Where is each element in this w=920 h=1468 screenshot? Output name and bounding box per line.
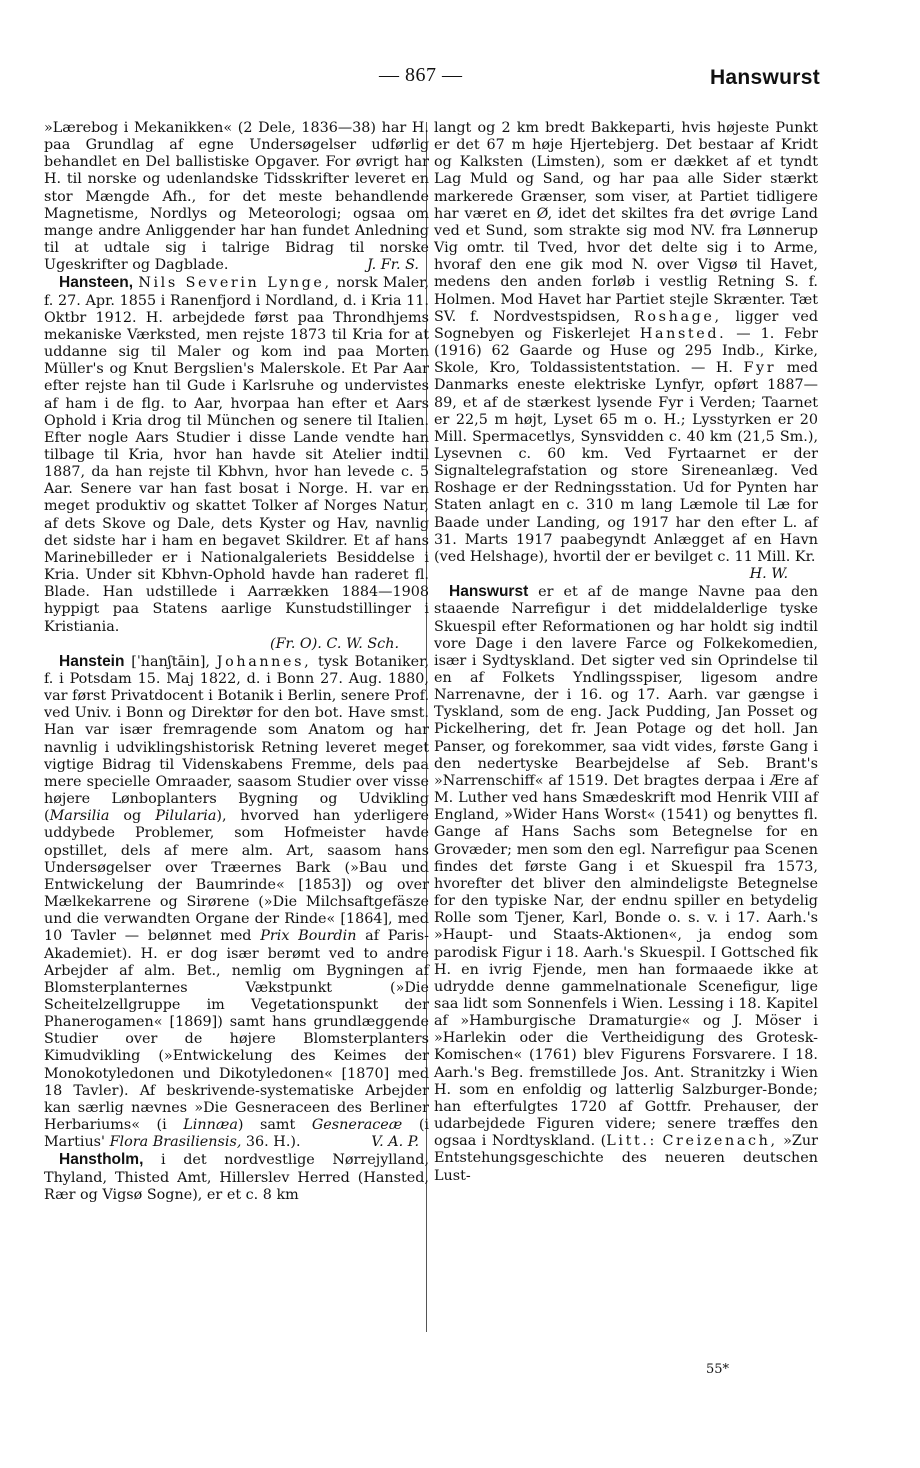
- author-signature: V. A. P.: [371, 1134, 419, 1151]
- person-name: Johannes,: [216, 653, 312, 670]
- author-signature: J. Fr. S.: [367, 257, 419, 274]
- entry-hanstholm-continued: langt og 2 km bredt Bakkeparti, hvis højeste Punkt er det 67 m høje Hjertebjerg. Det bestaar af Kridt og Kalksten (Limsten), som er dækket af et tyndt Lag Muld og Sand, og har paa alle Sider stærkt markerede Grænser, som viser, at Partiet tidligere har været en Ø, idet det skiltes fra det øvrige Land ved et Sund, som strakte sig mod NV. fra Lønnerup Vig omtr. til Tved, hvor det delte sig i to Arme, hvoraf den ene gik mod N. over Vigsø til Havet, medens den anden forløb i vestlig Retning S. f. Holmen. Mod Havet har Partiet stejle Skrænter. Tæt SV. f. Nordvestspidsen, Roshage, ligger ved Sognebyen og Fiskerlejet Hansted. — 1. Febr (1916) 62 Gaarde og Huse og 295 Indb., Kirke, Skole, Kro, Toldassistentstation. — H. Fyr med Danmarks eneste elektriske Lynfyr, opført 1887—89, et af de stærkest lysende Fyr i Verden; Taarnet er 22,5 m højt, Lyset 65 m o. H.; Lysstyrken er 20 Mill. Spermacetlys, Synsvidden c. 40 km (21,5 Sm.), Lysevnen c. 60 km. Ved Fyrtaarnet er der Signaltelegrafstation og store Sireneanlæg. Ved Roshage er der Redningsstation. Ud for Pynten har Staten anlagt en c. 310 m lang Læmole til Læ for Baade under Landing, og 1917 har den efter L. af 31. Marts 1917 paabegyndt Anlægget af en Havn (ved Helshage), hvortil der er bevilget c. 11 Mill. Kr. H. W.: [434, 120, 818, 583]
- entry-continuation: »Lærebog i Mekanikken« (2 Dele, 1836—38) har H. paa Grundlag af egne Undersøgelser udførlig behandlet en Del ballistiske Opgaver. For øvrigt har H. til norske og udenlandske Tidsskrifter leveret en stor Mængde Afh., for det meste behandlende Magnetisme, Nordlys og Meteorologi; ogsaa om mange andre Anliggender har han fundet Anledning til at udtale sig i talrige Bidrag til norske Ugeskrifter og Dagblade. J. Fr. S.: [44, 120, 429, 274]
- left-column: [44, 120, 429, 1204]
- right-column: [434, 120, 818, 1185]
- pronunciation: [ˈhanʃtāin],: [131, 653, 210, 670]
- signature-mark: 55*: [706, 1362, 730, 1377]
- entry-hansteen-nils: Hansteen, Nils Severin Lynge, norsk Maler, f. 27. Apr. 1855 i Ranenfjord i Nordland, d. i Kria 11. Oktbr 1912. H. arbejdede først paa Throndhjems mekaniske Værksted, men rejste 1873 til Kria for at uddanne sig til Maler og kom ind paa Morten Müller's og Knut Bergslien's Malerskole. Et Par Aar efter rejste han til Gude i Karlsruhe og undervistes af ham i de flg. to Aar, hvorpaa han efter et Aars Ophold i Kria drog til München og senere til Italien. Efter nogle Aars Studier i disse Lande vendte han tilbage til Kria, hvor han havde sit Atelier indtil 1887, da han rejste til Kbhvn, hvor han levede c. 5 Aar. Senere var han fast bosat i Norge. H. var en meget produktiv og skattet Tolker af Norges Natur, af dets Skove og Dale, dets Kyster og Hav, navnlig det sidste har i ham en begavet Skildrer. Et af hans Marinebilleder er i Nationalgaleriets Besiddelse i Kria. Under sit Kbhvn-Ophold havde han raderet fl. Blade. Han udstillede i Aarrækken 1884—1908 hyppigt paa Statens aarlige Kunstudstillinger i Kristiania. (Fr. O). C. W. Sch.: [44, 274, 430, 652]
- entry-hanstholm: Hanstholm, i det nordvestlige Nørrejylland, Thyland, Thisted Amt, Hillerslev Herred (Hansted, Rær og Vigsø Sogne), er et c. 8 km: [44, 1151, 430, 1203]
- running-head: Hanswurst: [709, 66, 820, 89]
- author-signature: (Fr. O). C. W. Sch.: [269, 635, 399, 652]
- page-number: — 867 —: [379, 64, 463, 86]
- entry-hanswurst: Hanswurst er et af de mange Navne paa den staaende Narrefigur i det middelalderlige tyske Skuespil efter Reformationen og har holdt sig indtil vore Dage i den lavere Farce og Folkekomedien, især i Sydtyskland. Det sigter ved sin Oprindelse til en af Folkets Yndlingsspiser, ligesom andre Narrenavne, der i 16. og 17. Aarh. var gængse i Tyskland, som de eng. Jack Pudding, Jan Posset og Pickelhering, det fr. Jean Potage og det holl. Jan Panser, og forekommer, saa vidt vides, første Gang i den nedertyske Bearbejdelse af Seb. Brant's »Narrenschiff« af 1519. Det bragtes derpaa i Ære af M. Luther ved hans Smædeskrift mod Henrik VIII af England, »Wider Hans Worst« (1541) og benyttes fl. Gange af Hans Sachs som Betegnelse for en Grovæder; men som den egl. Narrefigur paa Scenen findes det første Gang i et Skuespil fra 1573, hvorefter det bliver den almindeligste Betegnelse for den typiske Nar, der endnu spiller en betydelig Rolle som Tjener, Karl, Bonde o. s. v. i 17. Aarh.'s »Haupt- und Staats-Aktionen«, ja endog som parodisk Figur i 18. Aarh.'s Skuespil. I Gottsched fik H. en ivrig Fjende, men han formaaede ikke at udrydde denne gammelnationale Scenefigur, lige saa lidt som Sonnenfels i Wien. Lessing i 18. Kapitel af »Hamburgische Dramaturgie« og J. Möser i »Harlekin oder die Vertheidigung des Grotesk-Komischen« (1761) blev Figurens Forsvarere. I 18. Aarh.'s Beg. fremstillede Jos. Ant. Stranitzky i Wien H. som en enfoldig og latterlig Salzburger-Bonde; han efterfulgtes 1720 af Gottfr. Prehauser, der udarbejdede Figuren videre; senere træffes den ogsaa i Nordtyskland. (Litt.: Creizenach, »Zur Entstehungsgeschichte des neueren deutschen Lust-: [434, 583, 818, 1184]
- person-name: Nils Severin Lynge,: [138, 275, 332, 292]
- headword: Hanswurst: [449, 583, 529, 601]
- headword: Hansteen,: [59, 274, 134, 292]
- headword: Hanstein: [59, 652, 125, 670]
- entry-hanstein: Hanstein [ˈhanʃtāin], Johannes, tysk Botaniker, f. i Potsdam 15. Maj 1822, d. i Bonn 27. Aug. 1880, var først Privatdocent i Botanik i Berlin, senere Prof. ved Univ. i Bonn og Direktør for den bot. Have smst. Han var især fremragende som Anatom og har navnlig i udviklingshistorisk Retning leveret meget vigtige Bidrag til Videnskabens Fremme, dels paa mere specielle Omraader, saasom Studier over visse højere Lønboplanters Bygning og Udvikling (Marsilia og Pilularia), hvorved han yderligere uddybede Problemer, som Hofmeister havde opstillet, dels af mere alm. Art, saasom hans Undersøgelser over Træernes Bark (»Bau und Entwickelung der Baumrinde« [1853]) og over Mælkekarrene og Sirørene (»Die Milchsaftgefäsze und die verwandten Organe der Rinde« [1864], med 10 Tavler — belønnet med Prix Bourdin af Paris-Akademiet). H. er dog især berømt ved to andre Arbejder af alm. Bet., nemlig om Bygningen af Blomsterplanternes Vækstpunkt (»Die Scheitelzellgruppe im Vegetationspunkt der Phanerogamen« [1869]) samt hans grundlæggende Studier over de højere Blomsterplanters Kimudvikling (»Entwickelung des Keimes der Monokotyledonen und Dikotyledonen« [1870] med 18 Tavler). Af beskrivende-systematiske Arbejder kan særlig nævnes »Die Gesneraceen des Berliner Herbariums« (i Linnæa) samt Gesneraceæ (i Martius' Flora Brasiliensis, 36. H.). V. A. P.: [44, 652, 430, 1151]
- author-signature: H. W.: [749, 566, 788, 583]
- headword: Hanstholm,: [59, 1151, 144, 1169]
- page-header: [44, 64, 820, 100]
